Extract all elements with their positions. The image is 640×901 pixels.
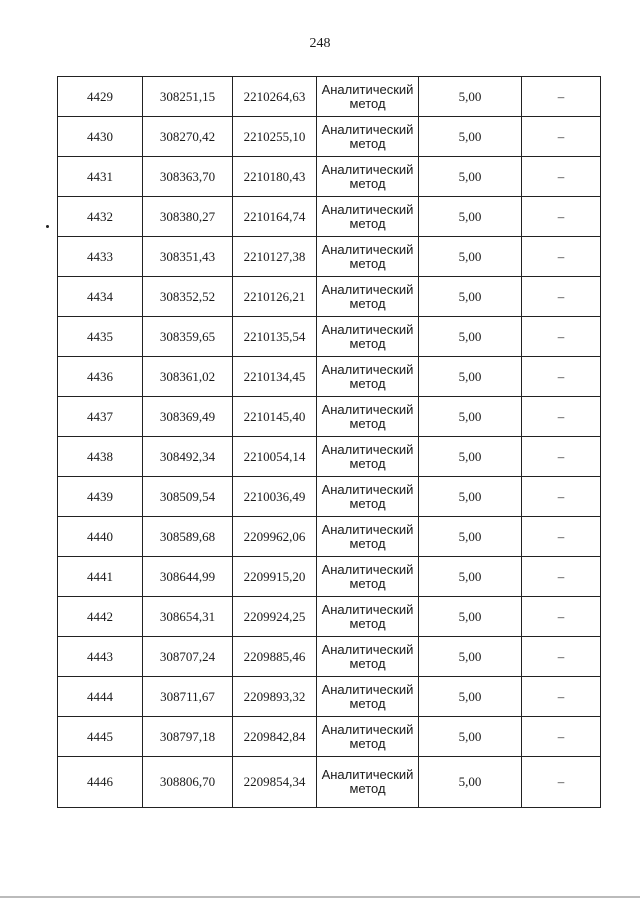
precision-cell: 5,00 bbox=[419, 597, 522, 637]
point-number-cell: 4439 bbox=[58, 477, 143, 517]
page-number: 248 bbox=[309, 36, 331, 51]
method-cell: Аналитический метод bbox=[317, 637, 419, 677]
table-row bbox=[58, 637, 601, 677]
y-coordinate-cell: 2209962,06 bbox=[233, 517, 317, 557]
y-coordinate-cell: 2210145,40 bbox=[233, 397, 317, 437]
y-coordinate-cell: 2210180,43 bbox=[233, 157, 317, 197]
x-coordinate-cell: 308806,70 bbox=[143, 757, 233, 808]
x-coordinate-cell: 308351,43 bbox=[143, 237, 233, 277]
point-number-cell: 4433 bbox=[58, 237, 143, 277]
y-coordinate-cell: 2210164,74 bbox=[233, 197, 317, 237]
y-coordinate-cell: 2210127,38 bbox=[233, 237, 317, 277]
y-coordinate-cell: 2210134,45 bbox=[233, 357, 317, 397]
x-coordinate-cell: 308589,68 bbox=[143, 517, 233, 557]
x-coordinate-cell: 308797,18 bbox=[143, 717, 233, 757]
table-row bbox=[58, 357, 601, 397]
x-coordinate-cell: 308369,49 bbox=[143, 397, 233, 437]
point-number-cell: 4436 bbox=[58, 357, 143, 397]
precision-cell: 5,00 bbox=[419, 277, 522, 317]
method-cell: Аналитический метод bbox=[317, 437, 419, 477]
precision-cell: 5,00 bbox=[419, 517, 522, 557]
y-coordinate-cell: 2210255,10 bbox=[233, 117, 317, 157]
precision-cell: 5,00 bbox=[419, 197, 522, 237]
precision-cell: 5,00 bbox=[419, 397, 522, 437]
table-row bbox=[58, 317, 601, 357]
x-coordinate-cell: 308707,24 bbox=[143, 637, 233, 677]
note-cell: – bbox=[522, 677, 601, 717]
x-coordinate-cell: 308352,52 bbox=[143, 277, 233, 317]
method-cell: Аналитический метод bbox=[317, 197, 419, 237]
coordinates-table bbox=[57, 76, 601, 808]
method-cell: Аналитический метод bbox=[317, 717, 419, 757]
precision-cell: 5,00 bbox=[419, 357, 522, 397]
note-cell: – bbox=[522, 197, 601, 237]
precision-cell: 5,00 bbox=[419, 757, 522, 808]
table-row bbox=[58, 517, 601, 557]
point-number-cell: 4431 bbox=[58, 157, 143, 197]
method-cell: Аналитический метод bbox=[317, 157, 419, 197]
precision-cell: 5,00 bbox=[419, 77, 522, 117]
x-coordinate-cell: 308361,02 bbox=[143, 357, 233, 397]
y-coordinate-cell: 2210264,63 bbox=[233, 77, 317, 117]
table-row bbox=[58, 677, 601, 717]
y-coordinate-cell: 2209842,84 bbox=[233, 717, 317, 757]
note-cell: – bbox=[522, 557, 601, 597]
precision-cell: 5,00 bbox=[419, 637, 522, 677]
precision-cell: 5,00 bbox=[419, 677, 522, 717]
note-cell: – bbox=[522, 757, 601, 808]
precision-cell: 5,00 bbox=[419, 557, 522, 597]
point-number-cell: 4445 bbox=[58, 717, 143, 757]
x-coordinate-cell: 308380,27 bbox=[143, 197, 233, 237]
method-cell: Аналитический метод bbox=[317, 277, 419, 317]
method-cell: Аналитический метод bbox=[317, 677, 419, 717]
method-cell: Аналитический метод bbox=[317, 557, 419, 597]
y-coordinate-cell: 2210036,49 bbox=[233, 477, 317, 517]
precision-cell: 5,00 bbox=[419, 717, 522, 757]
x-coordinate-cell: 308492,34 bbox=[143, 437, 233, 477]
note-cell: – bbox=[522, 317, 601, 357]
point-number-cell: 4430 bbox=[58, 117, 143, 157]
method-cell: Аналитический метод bbox=[317, 397, 419, 437]
point-number-cell: 4441 bbox=[58, 557, 143, 597]
x-coordinate-cell: 308251,15 bbox=[143, 77, 233, 117]
table-row bbox=[58, 597, 601, 637]
point-number-cell: 4440 bbox=[58, 517, 143, 557]
table-row bbox=[58, 157, 601, 197]
note-cell: – bbox=[522, 637, 601, 677]
note-cell: – bbox=[522, 357, 601, 397]
method-cell: Аналитический метод bbox=[317, 517, 419, 557]
point-number-cell: 4434 bbox=[58, 277, 143, 317]
point-number-cell: 4444 bbox=[58, 677, 143, 717]
note-cell: – bbox=[522, 237, 601, 277]
x-coordinate-cell: 308363,70 bbox=[143, 157, 233, 197]
y-coordinate-cell: 2209915,20 bbox=[233, 557, 317, 597]
note-cell: – bbox=[522, 277, 601, 317]
method-cell: Аналитический метод bbox=[317, 477, 419, 517]
scan-bottom-edge bbox=[0, 896, 640, 898]
note-cell: – bbox=[522, 717, 601, 757]
method-cell: Аналитический метод bbox=[317, 357, 419, 397]
table-row bbox=[58, 197, 601, 237]
scan-speck bbox=[46, 225, 49, 228]
method-cell: Аналитический метод bbox=[317, 597, 419, 637]
note-cell: – bbox=[522, 117, 601, 157]
note-cell: – bbox=[522, 397, 601, 437]
point-number-cell: 4446 bbox=[58, 757, 143, 808]
note-cell: – bbox=[522, 477, 601, 517]
precision-cell: 5,00 bbox=[419, 477, 522, 517]
note-cell: – bbox=[522, 437, 601, 477]
x-coordinate-cell: 308359,65 bbox=[143, 317, 233, 357]
point-number-cell: 4435 bbox=[58, 317, 143, 357]
x-coordinate-cell: 308711,67 bbox=[143, 677, 233, 717]
x-coordinate-cell: 308270,42 bbox=[143, 117, 233, 157]
note-cell: – bbox=[522, 77, 601, 117]
y-coordinate-cell: 2209854,34 bbox=[233, 757, 317, 808]
y-coordinate-cell: 2210054,14 bbox=[233, 437, 317, 477]
table-row bbox=[58, 437, 601, 477]
y-coordinate-cell: 2209885,46 bbox=[233, 637, 317, 677]
point-number-cell: 4437 bbox=[58, 397, 143, 437]
table-row bbox=[58, 397, 601, 437]
method-cell: Аналитический метод bbox=[317, 317, 419, 357]
precision-cell: 5,00 bbox=[419, 157, 522, 197]
y-coordinate-cell: 2210126,21 bbox=[233, 277, 317, 317]
note-cell: – bbox=[522, 597, 601, 637]
point-number-cell: 4429 bbox=[58, 77, 143, 117]
coordinates-table-body bbox=[58, 77, 601, 808]
precision-cell: 5,00 bbox=[419, 317, 522, 357]
table-row bbox=[58, 117, 601, 157]
point-number-cell: 4442 bbox=[58, 597, 143, 637]
table-row bbox=[58, 477, 601, 517]
method-cell: Аналитический метод bbox=[317, 117, 419, 157]
point-number-cell: 4443 bbox=[58, 637, 143, 677]
table-row bbox=[58, 277, 601, 317]
y-coordinate-cell: 2209893,32 bbox=[233, 677, 317, 717]
table-row bbox=[58, 237, 601, 277]
note-cell: – bbox=[522, 157, 601, 197]
table-row bbox=[58, 557, 601, 597]
note-cell: – bbox=[522, 517, 601, 557]
table-row bbox=[58, 77, 601, 117]
x-coordinate-cell: 308509,54 bbox=[143, 477, 233, 517]
table-row bbox=[58, 757, 601, 808]
method-cell: Аналитический метод bbox=[317, 237, 419, 277]
precision-cell: 5,00 bbox=[419, 237, 522, 277]
x-coordinate-cell: 308654,31 bbox=[143, 597, 233, 637]
precision-cell: 5,00 bbox=[419, 437, 522, 477]
y-coordinate-cell: 2209924,25 bbox=[233, 597, 317, 637]
point-number-cell: 4432 bbox=[58, 197, 143, 237]
precision-cell: 5,00 bbox=[419, 117, 522, 157]
method-cell: Аналитический метод bbox=[317, 757, 419, 808]
table-row bbox=[58, 717, 601, 757]
x-coordinate-cell: 308644,99 bbox=[143, 557, 233, 597]
method-cell: Аналитический метод bbox=[317, 77, 419, 117]
point-number-cell: 4438 bbox=[58, 437, 143, 477]
y-coordinate-cell: 2210135,54 bbox=[233, 317, 317, 357]
